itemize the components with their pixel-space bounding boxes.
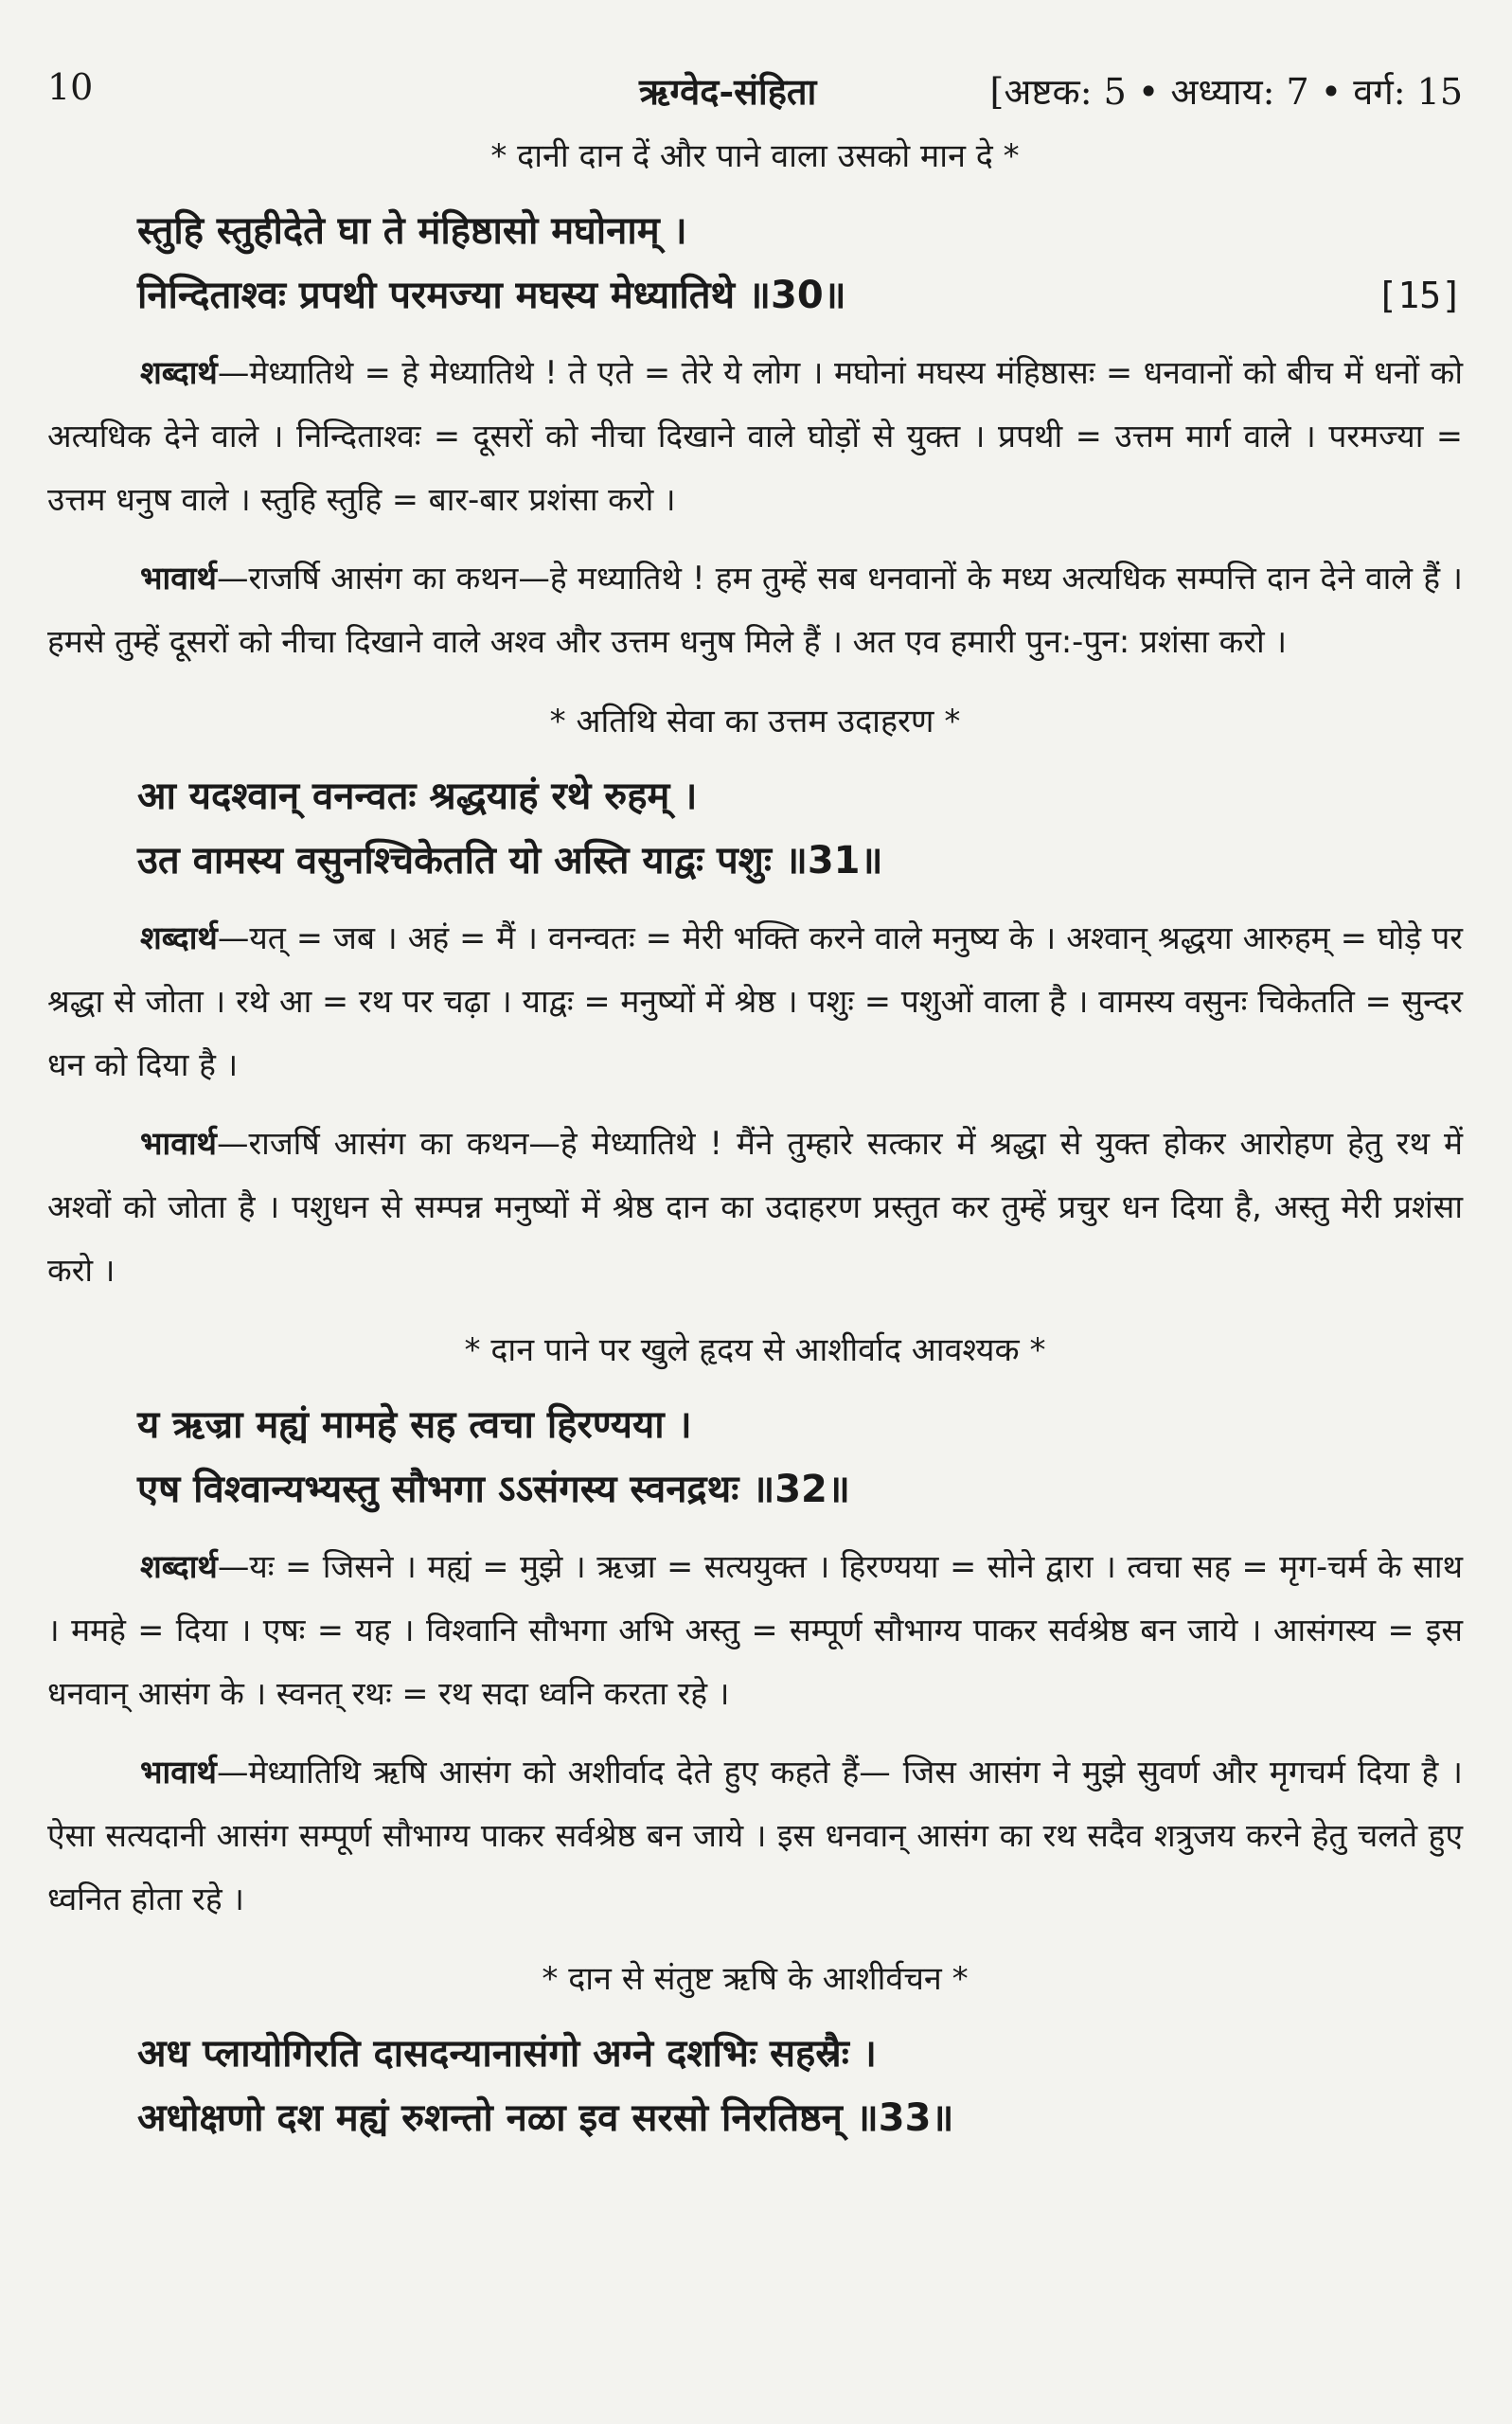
shabdarth-label: शब्दार्थ [140, 919, 218, 956]
page-header [47, 66, 1463, 123]
verse-line: अध प्लायोगिरति दासदन्यानासंगो अग्ने दशभिः सहस्रैः । [137, 2032, 877, 2076]
section-31 [47, 698, 1463, 1302]
shabdarth-paragraph [47, 1535, 1463, 1725]
verse [47, 1393, 1463, 1522]
section-30 [47, 133, 1463, 673]
page-number: 10 [47, 66, 94, 108]
bhavarth-paragraph [47, 1112, 1463, 1302]
verse-line: स्तुहि स्तुहीदेते घा ते मंहिष्ठासो मघोनाम् । [137, 209, 687, 253]
verse-line: अधोक्षणो दश मह्यं रुशन्तो नळा इव सरसो निरतिष्ठन् ॥33॥ [137, 2096, 954, 2140]
bhavarth-paragraph [47, 1740, 1463, 1931]
section-32 [47, 1327, 1463, 1931]
shabdarth-text: —मेध्यातिथे = हे मेध्यातिथे ! ते एते = तेरे ये लोग । मघोनां मघस्य मंहिष्ठासः = धनवानों को बीच में धनों को अत्यधिक देने वाले । निन्दिताश्वः = दूसरों को नीचा दिखाने वाले घोड़ों से युक्त । प्रपथी = उत्तम मार्ग वाले । परमज्या = उत्तम धनुष वाले । स्तुहि स्तुहि = बार-बार प्रशंसा करो । [47, 354, 1463, 518]
bhavarth-label: भावार्थ [140, 1754, 217, 1791]
shabdarth-text: —यः = जिसने । मह्यं = मुझे । ऋज्रा = सत्ययुक्त । हिरण्यया = सोने द्वारा । त्वचा सह = मृग-चर्म के साथ । ममहे = दिया । एषः = यह । विश्वानि सौभगा अभि अस्तु = सम्पूर्ण सौभाग्य पाकर सर्वश्रेष्ठ बन जाये । आसंगस्य = इस धनवान् आसंग के । स्वनत् रथः = रथ सदा ध्वनि करता रहे । [47, 1548, 1463, 1712]
shabdarth-label: शब्दार्थ [140, 1548, 218, 1585]
verse-line: निन्दिताश्वः प्रपथी परमज्या मघस्य मेध्यातिथे ॥30॥ [137, 274, 846, 317]
verse [47, 764, 1463, 893]
section-heading: * दान से संतुष्ट ऋषि के आशीर्वचन * [542, 1960, 969, 1998]
section-33 [47, 1955, 1463, 2150]
section-reference: [अष्टक: 5 • अध्याय: 7 • वर्ग: 15 [989, 71, 1463, 113]
bhavarth-text: —मेध्यातिथि ऋषि आसंग को अशीर्वाद देते हुए कहते हैं— जिस आसंग ने मुझे सुवर्ण और मृगचर्म दिया है । ऐसा सत्यदानी आसंग सम्पूर्ण सौभाग्य पाकर सर्वश्रेष्ठ बन जाये । इस धनवान् आसंग का रथ सदैव शत्रुजय करने हेतु चलते हुए ध्वनित होता रहे । [47, 1754, 1463, 1917]
bhavarth-paragraph [47, 546, 1463, 673]
shabdarth-label: शब्दार्थ [140, 354, 218, 391]
section-heading: * अतिथि सेवा का उत्तम उदाहरण * [549, 703, 961, 740]
section-heading: * दानी दान दें और पाने वाला उसको मान दे * [490, 137, 1020, 175]
shabdarth-paragraph [47, 341, 1463, 531]
shabdarth-text: —यत् = जब । अहं = मैं । वनन्वतः = मेरी भक्ति करने वाले मनुष्य के । अश्वान् श्रद्धया आरुहम् = घोड़े पर श्रद्धा से जोता । रथे आ = रथ पर चढ़ा । याद्वः = मनुष्यों में श्रेष्ठ । पशुः = पशुओं वाला है । वामस्य वसुनः चिकेतति = सुन्दर धन को दिया है । [47, 919, 1463, 1083]
bhavarth-label: भावार्थ [140, 560, 217, 597]
verse-line: एष विश्वान्यभ्यस्तु सौभगा ऽऽसंगस्य स्वनद्रथः ॥32॥ [137, 1468, 850, 1511]
bhavarth-text: —राजर्षि आसंग का कथन—हे मध्यातिथे ! हम तुम्हें सब धनवानों के मध्य अत्यधिक सम्पत्ति दान देने वाले हैं । हमसे तुम्हें दूसरों को नीचा दिखाने वाले अश्व और उत्तम धनुष मिले हैं । अत एव हमारी पुन:-पुन: प्रशंसा करो । [47, 560, 1463, 660]
varga-number: [15] [1376, 275, 1463, 316]
verse [47, 199, 1463, 328]
verse-line: आ यदश्वान् वनन्वतः श्रद्धयाहं रथे रुहम् । [137, 775, 698, 818]
bhavarth-label: भावार्थ [140, 1125, 217, 1162]
document-page [47, 66, 1463, 2175]
verse [47, 2022, 1463, 2150]
verse-line: य ऋज्रा मह्यं मामहे सह त्वचा हिरण्यया । [137, 1403, 692, 1447]
bhavarth-text: —राजर्षि आसंग का कथन—हे मेध्यातिथे ! मैंने तुम्हारे सत्कार में श्रद्धा से युक्त होकर आरोहण हेतु रथ में अश्वों को जोता है । पशुधन से सम्पन्न मनुष्यों में श्रेष्ठ दान का उदाहरण प्रस्तुत कर तुम्हें प्रचुर धन दिया है, अस्तु मेरी प्रशंसा करो । [47, 1125, 1463, 1289]
verse-line: उत वामस्य वसुनश्चिकेतति यो अस्ति याद्वः पशुः ॥31॥ [137, 839, 883, 882]
section-heading: * दान पाने पर खुले हृदय से आशीर्वाद आवश्यक * [464, 1331, 1046, 1369]
shabdarth-paragraph [47, 906, 1463, 1096]
book-title: ऋग्वेद-संहिता [639, 70, 817, 113]
